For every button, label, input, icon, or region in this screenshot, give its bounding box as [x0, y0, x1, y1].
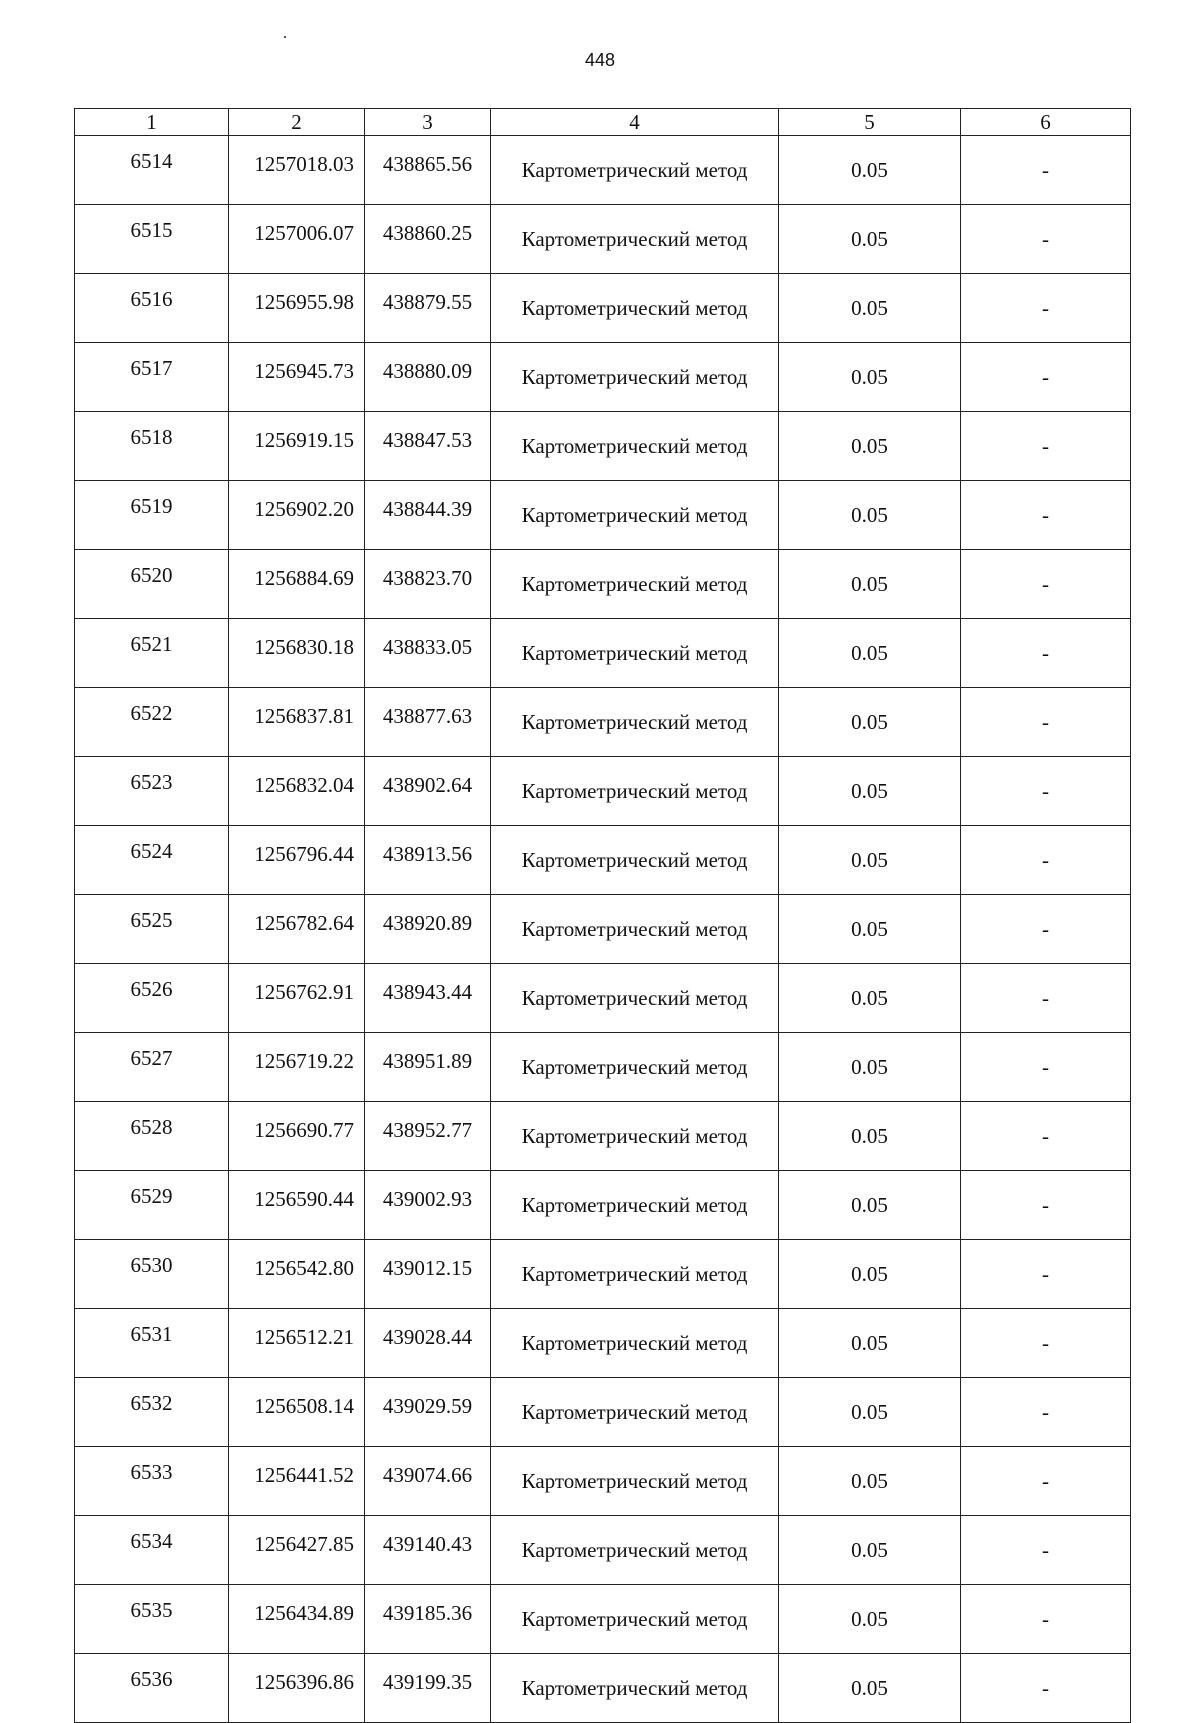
point-number-cell: 6529: [75, 1171, 229, 1240]
table-row: [75, 343, 1131, 412]
y-coordinate-cell: 438865.56: [365, 136, 491, 205]
point-number-cell: 6531: [75, 1309, 229, 1378]
point-number-cell: 6517: [75, 343, 229, 412]
accuracy-cell: 0.05: [779, 136, 961, 205]
note-cell: -: [961, 1033, 1131, 1102]
x-coordinate-cell: 1256782.64: [229, 895, 365, 964]
x-coordinate-cell: 1256762.91: [229, 964, 365, 1033]
accuracy-cell: 0.05: [779, 1447, 961, 1516]
y-coordinate-cell: 438902.64: [365, 757, 491, 826]
note-cell: -: [961, 550, 1131, 619]
accuracy-cell: 0.05: [779, 1171, 961, 1240]
table-row: [75, 1654, 1131, 1723]
note-cell: -: [961, 1585, 1131, 1654]
accuracy-cell: 0.05: [779, 343, 961, 412]
method-cell: Картометрический метод: [491, 1309, 779, 1378]
method-cell: Картометрический метод: [491, 205, 779, 274]
method-cell: Картометрический метод: [491, 895, 779, 964]
accuracy-cell: 0.05: [779, 964, 961, 1033]
note-cell: -: [961, 412, 1131, 481]
method-cell: Картометрический метод: [491, 343, 779, 412]
point-number-cell: 6521: [75, 619, 229, 688]
table-row: [75, 1171, 1131, 1240]
note-cell: -: [961, 205, 1131, 274]
y-coordinate-cell: 438952.77: [365, 1102, 491, 1171]
table-row: [75, 481, 1131, 550]
point-number-cell: 6532: [75, 1378, 229, 1447]
accuracy-cell: 0.05: [779, 1585, 961, 1654]
table-row: [75, 1102, 1131, 1171]
table-row: [75, 826, 1131, 895]
point-number-cell: 6520: [75, 550, 229, 619]
method-cell: Картометрический метод: [491, 136, 779, 205]
y-coordinate-cell: 439002.93: [365, 1171, 491, 1240]
point-number-cell: 6527: [75, 1033, 229, 1102]
table-row: [75, 619, 1131, 688]
accuracy-cell: 0.05: [779, 1102, 961, 1171]
column-header: 4: [491, 109, 779, 136]
x-coordinate-cell: 1257018.03: [229, 136, 365, 205]
accuracy-cell: 0.05: [779, 274, 961, 343]
y-coordinate-cell: 438860.25: [365, 205, 491, 274]
accuracy-cell: 0.05: [779, 1378, 961, 1447]
note-cell: -: [961, 274, 1131, 343]
accuracy-cell: 0.05: [779, 1240, 961, 1309]
y-coordinate-cell: 438823.70: [365, 550, 491, 619]
method-cell: Картометрический метод: [491, 274, 779, 343]
accuracy-cell: 0.05: [779, 1309, 961, 1378]
point-number-cell: 6534: [75, 1516, 229, 1585]
table-row: [75, 1240, 1131, 1309]
y-coordinate-cell: 438833.05: [365, 619, 491, 688]
note-cell: -: [961, 1654, 1131, 1723]
method-cell: Картометрический метод: [491, 1240, 779, 1309]
note-cell: -: [961, 1171, 1131, 1240]
x-coordinate-cell: 1256542.80: [229, 1240, 365, 1309]
table-row: [75, 205, 1131, 274]
point-number-cell: 6516: [75, 274, 229, 343]
point-number-cell: 6524: [75, 826, 229, 895]
method-cell: Картометрический метод: [491, 826, 779, 895]
x-coordinate-cell: 1256690.77: [229, 1102, 365, 1171]
method-cell: Картометрический метод: [491, 412, 779, 481]
x-coordinate-cell: 1256902.20: [229, 481, 365, 550]
x-coordinate-cell: 1256434.89: [229, 1585, 365, 1654]
y-coordinate-cell: 439140.43: [365, 1516, 491, 1585]
note-cell: -: [961, 619, 1131, 688]
point-number-cell: 6515: [75, 205, 229, 274]
y-coordinate-cell: 438847.53: [365, 412, 491, 481]
x-coordinate-cell: 1256837.81: [229, 688, 365, 757]
y-coordinate-cell: 439199.35: [365, 1654, 491, 1723]
point-number-cell: 6519: [75, 481, 229, 550]
x-coordinate-cell: 1256590.44: [229, 1171, 365, 1240]
table-row: [75, 688, 1131, 757]
point-number-cell: 6530: [75, 1240, 229, 1309]
note-cell: -: [961, 343, 1131, 412]
y-coordinate-cell: 439029.59: [365, 1378, 491, 1447]
column-header: 2: [229, 109, 365, 136]
note-cell: -: [961, 1240, 1131, 1309]
table-row: [75, 136, 1131, 205]
x-coordinate-cell: 1256884.69: [229, 550, 365, 619]
point-number-cell: 6536: [75, 1654, 229, 1723]
table-row: [75, 1447, 1131, 1516]
accuracy-cell: 0.05: [779, 1654, 961, 1723]
table-row: [75, 895, 1131, 964]
table-row: [75, 1378, 1131, 1447]
table-row: [75, 1309, 1131, 1378]
method-cell: Картометрический метод: [491, 757, 779, 826]
note-cell: -: [961, 1516, 1131, 1585]
accuracy-cell: 0.05: [779, 550, 961, 619]
y-coordinate-cell: 438951.89: [365, 1033, 491, 1102]
note-cell: -: [961, 895, 1131, 964]
x-coordinate-cell: 1256719.22: [229, 1033, 365, 1102]
y-coordinate-cell: 439012.15: [365, 1240, 491, 1309]
table-header-row: [75, 109, 1131, 136]
point-number-cell: 6526: [75, 964, 229, 1033]
method-cell: Картометрический метод: [491, 1447, 779, 1516]
point-number-cell: 6518: [75, 412, 229, 481]
table-row: [75, 274, 1131, 343]
x-coordinate-cell: 1256919.15: [229, 412, 365, 481]
accuracy-cell: 0.05: [779, 895, 961, 964]
x-coordinate-cell: 1256796.44: [229, 826, 365, 895]
method-cell: Картометрический метод: [491, 688, 779, 757]
accuracy-cell: 0.05: [779, 826, 961, 895]
x-coordinate-cell: 1256441.52: [229, 1447, 365, 1516]
column-header: 1: [75, 109, 229, 136]
table-row: [75, 1516, 1131, 1585]
x-coordinate-cell: 1256945.73: [229, 343, 365, 412]
method-cell: Картометрический метод: [491, 619, 779, 688]
accuracy-cell: 0.05: [779, 412, 961, 481]
x-coordinate-cell: 1256955.98: [229, 274, 365, 343]
y-coordinate-cell: 439074.66: [365, 1447, 491, 1516]
point-number-cell: 6523: [75, 757, 229, 826]
x-coordinate-cell: 1256512.21: [229, 1309, 365, 1378]
y-coordinate-cell: 438844.39: [365, 481, 491, 550]
table-body: [75, 136, 1131, 1723]
method-cell: Картометрический метод: [491, 481, 779, 550]
accuracy-cell: 0.05: [779, 1033, 961, 1102]
y-coordinate-cell: 439185.36: [365, 1585, 491, 1654]
table-row: [75, 964, 1131, 1033]
accuracy-cell: 0.05: [779, 1516, 961, 1585]
accuracy-cell: 0.05: [779, 757, 961, 826]
point-number-cell: 6528: [75, 1102, 229, 1171]
method-cell: Картометрический метод: [491, 1585, 779, 1654]
point-number-cell: 6535: [75, 1585, 229, 1654]
method-cell: Картометрический метод: [491, 1654, 779, 1723]
x-coordinate-cell: 1256832.04: [229, 757, 365, 826]
point-number-cell: 6522: [75, 688, 229, 757]
note-cell: -: [961, 964, 1131, 1033]
note-cell: -: [961, 1378, 1131, 1447]
coordinates-table: [74, 108, 1131, 1723]
note-cell: -: [961, 136, 1131, 205]
y-coordinate-cell: 438877.63: [365, 688, 491, 757]
point-number-cell: 6514: [75, 136, 229, 205]
scan-speck: [284, 36, 286, 38]
x-coordinate-cell: 1257006.07: [229, 205, 365, 274]
table-row: [75, 1033, 1131, 1102]
accuracy-cell: 0.05: [779, 481, 961, 550]
x-coordinate-cell: 1256396.86: [229, 1654, 365, 1723]
note-cell: -: [961, 826, 1131, 895]
accuracy-cell: 0.05: [779, 205, 961, 274]
method-cell: Картометрический метод: [491, 550, 779, 619]
column-header: 3: [365, 109, 491, 136]
point-number-cell: 6533: [75, 1447, 229, 1516]
x-coordinate-cell: 1256508.14: [229, 1378, 365, 1447]
table-row: [75, 757, 1131, 826]
accuracy-cell: 0.05: [779, 688, 961, 757]
x-coordinate-cell: 1256427.85: [229, 1516, 365, 1585]
column-header: 5: [779, 109, 961, 136]
point-number-cell: 6525: [75, 895, 229, 964]
method-cell: Картометрический метод: [491, 1171, 779, 1240]
accuracy-cell: 0.05: [779, 619, 961, 688]
page-number: 448: [584, 50, 616, 70]
note-cell: -: [961, 1102, 1131, 1171]
method-cell: Картометрический метод: [491, 1516, 779, 1585]
method-cell: Картометрический метод: [491, 964, 779, 1033]
method-cell: Картометрический метод: [491, 1033, 779, 1102]
note-cell: -: [961, 481, 1131, 550]
note-cell: -: [961, 688, 1131, 757]
column-header: 6: [961, 109, 1131, 136]
y-coordinate-cell: 438913.56: [365, 826, 491, 895]
y-coordinate-cell: 438880.09: [365, 343, 491, 412]
table-row: [75, 1585, 1131, 1654]
table-row: [75, 412, 1131, 481]
y-coordinate-cell: 438920.89: [365, 895, 491, 964]
y-coordinate-cell: 439028.44: [365, 1309, 491, 1378]
method-cell: Картометрический метод: [491, 1378, 779, 1447]
table-row: [75, 550, 1131, 619]
y-coordinate-cell: 438943.44: [365, 964, 491, 1033]
x-coordinate-cell: 1256830.18: [229, 619, 365, 688]
note-cell: -: [961, 1309, 1131, 1378]
note-cell: -: [961, 757, 1131, 826]
note-cell: -: [961, 1447, 1131, 1516]
method-cell: Картометрический метод: [491, 1102, 779, 1171]
y-coordinate-cell: 438879.55: [365, 274, 491, 343]
